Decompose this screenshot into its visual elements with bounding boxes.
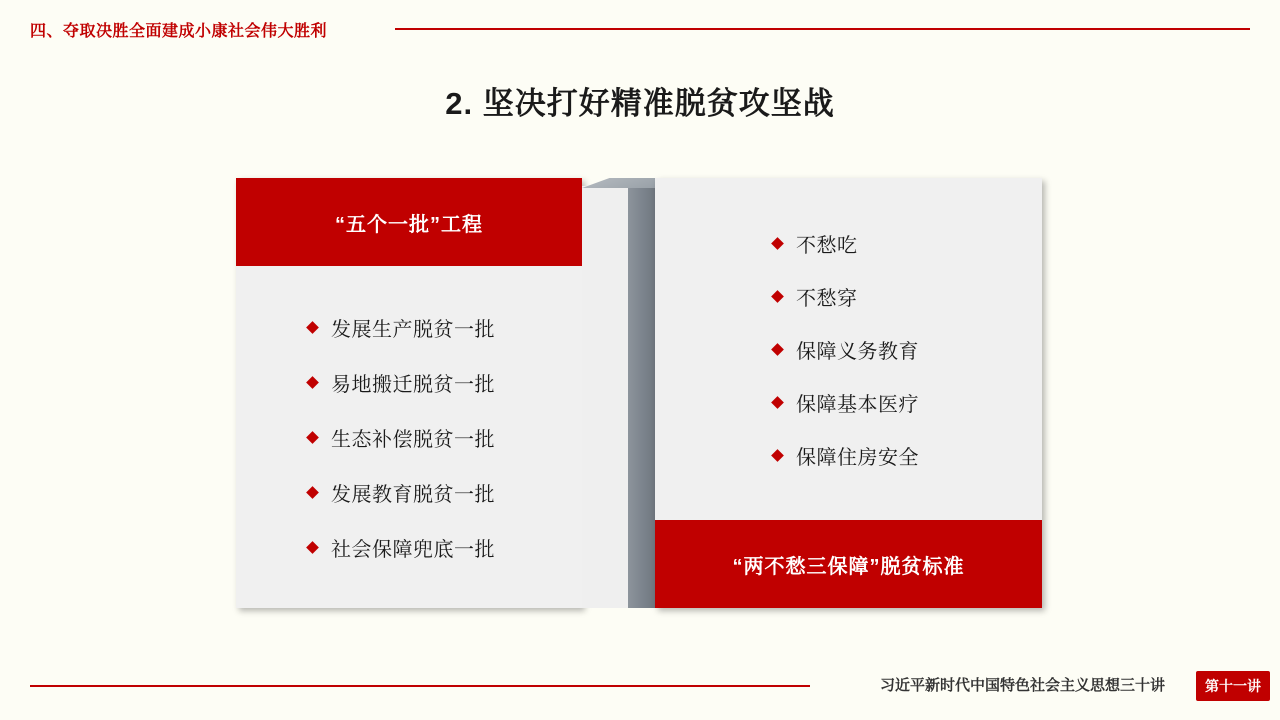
section-title: 四、夺取决胜全面建成小康社会伟大胜利: [30, 23, 328, 40]
slide-header: [0, 10, 1280, 44]
diamond-bullet-icon: [771, 237, 784, 250]
list-item: [308, 478, 582, 507]
diamond-bullet-icon: [306, 541, 319, 554]
left-panel-heading: “五个一批”工程: [236, 178, 582, 266]
list-item: [308, 313, 582, 342]
diamond-bullet-icon: [771, 396, 784, 409]
connector-front-face: [582, 186, 629, 608]
header-divider: [395, 28, 1250, 30]
list-item-label: 发展生产脱贫一批: [331, 318, 495, 341]
page-title: 2. 坚决打好精准脱贫攻坚战: [445, 86, 835, 121]
list-item: [308, 533, 582, 562]
list-item-label: 生态补偿脱贫一批: [331, 428, 495, 451]
left-panel: [236, 178, 582, 608]
list-item-label: 不愁吃: [796, 234, 858, 257]
list-item-label: 保障义务教育: [796, 340, 919, 363]
diamond-bullet-icon: [306, 321, 319, 334]
center-connector: [582, 178, 656, 608]
right-bullet-list: [655, 178, 1042, 520]
course-title: 习近平新时代中国特色社会主义思想三十讲: [879, 677, 1165, 694]
diamond-bullet-icon: [771, 290, 784, 303]
right-panel: [655, 178, 1042, 608]
right-panel-body: [655, 178, 1042, 520]
list-item: [308, 423, 582, 452]
list-item: [773, 229, 1042, 258]
list-item-label: 保障住房安全: [796, 446, 919, 469]
left-bullet-list: [236, 266, 582, 608]
list-item: [773, 388, 1042, 417]
diamond-bullet-icon: [306, 431, 319, 444]
diamond-bullet-icon: [771, 343, 784, 356]
list-item: [773, 441, 1042, 470]
diamond-bullet-icon: [771, 449, 784, 462]
list-item: [773, 282, 1042, 311]
footer-divider: [30, 685, 810, 687]
list-item-label: 社会保障兜底一批: [331, 538, 495, 561]
list-item-label: 易地搬迁脱贫一批: [331, 373, 495, 396]
list-item: [773, 335, 1042, 364]
list-item: [308, 368, 582, 397]
right-panel-heading: “两不愁三保障”脱贫标准: [655, 520, 1042, 608]
diamond-bullet-icon: [306, 486, 319, 499]
poverty-alleviation-diagram: [236, 178, 1042, 608]
slide-footer: [0, 660, 1280, 720]
lecture-badge: 第十一讲: [1196, 671, 1270, 701]
list-item-label: 发展教育脱贫一批: [331, 483, 495, 506]
diamond-bullet-icon: [306, 376, 319, 389]
list-item-label: 不愁穿: [796, 287, 858, 310]
list-item-label: 保障基本医疗: [796, 393, 919, 416]
left-panel-body: [236, 266, 582, 608]
connector-side-face: [628, 178, 656, 608]
